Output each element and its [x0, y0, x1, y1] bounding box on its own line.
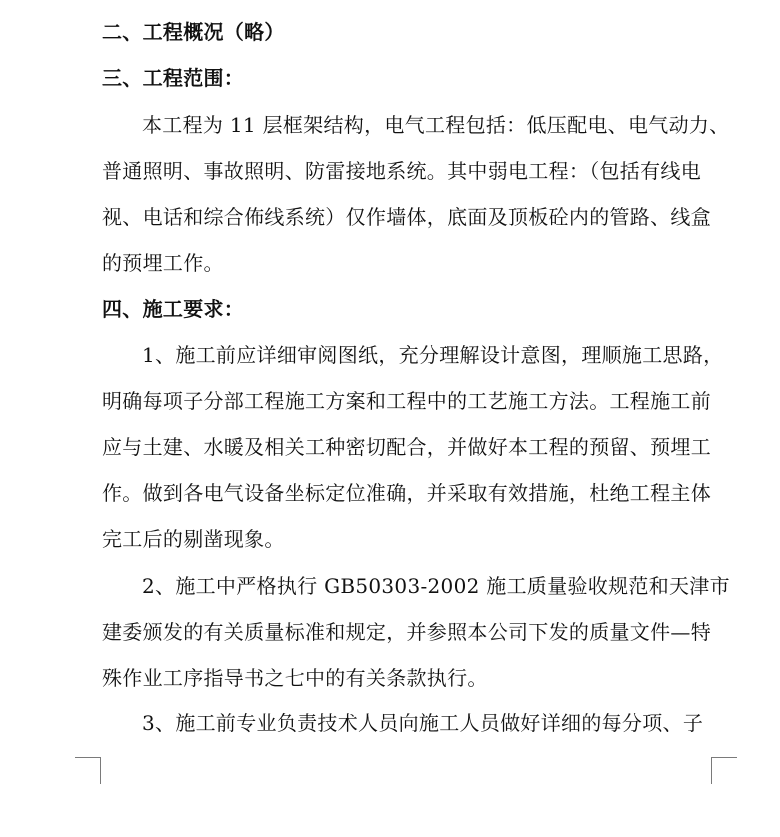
scope-line-3: 视、电话和综合佈线系统）仅作墙体，底面及顶板砼内的管路、线盒	[102, 205, 711, 229]
scope-line-2: 普通照明、事故照明、防雷接地系统。其中弱电工程：（包括有线电	[102, 159, 701, 183]
section-four-heading: 四、施工要求：	[102, 297, 245, 321]
requirement-1-line-4: 作。做到各电气设备坐标定位准确，并采取有效措施，杜绝工程主体	[102, 481, 711, 505]
page-corner-mark-right	[711, 757, 737, 784]
requirement-2-line-3: 殊作业工序指导书之七中的有关条款执行。	[102, 666, 488, 690]
requirement-1-line-2: 明确每项子分部工程施工方案和工程中的工艺施工方法。工程施工前	[102, 389, 711, 413]
section-two-heading: 二、工程概况（略）	[102, 20, 285, 44]
requirement-1-line-1: 1、施工前应详细审阅图纸，充分理解设计意图，理顺施工思路，	[142, 343, 724, 367]
requirement-1-line-5: 完工后的剔凿现象。	[102, 527, 285, 551]
page-corner-mark-left	[75, 757, 101, 784]
requirement-2-line-2: 建委颁发的有关质量标准和规定，并参照本公司下发的质量文件—特	[102, 620, 711, 644]
section-three-heading: 三、工程范围：	[102, 66, 245, 90]
scope-line-4: 的预埋工作。	[102, 251, 224, 275]
requirement-3-line-1: 3、施工前专业负责技术人员向施工人员做好详细的每分项、子	[142, 711, 704, 735]
requirement-2-line-1: 2、施工中严格执行 GB50303-2002 施工质量验收规范和天津市	[142, 574, 730, 598]
requirement-1-line-3: 应与土建、水暖及相关工种密切配合，并做好本工程的预留、预埋工	[102, 435, 711, 459]
scope-line-1: 本工程为 11 层框架结构，电气工程包括：低压配电、电气动力、	[142, 113, 730, 137]
